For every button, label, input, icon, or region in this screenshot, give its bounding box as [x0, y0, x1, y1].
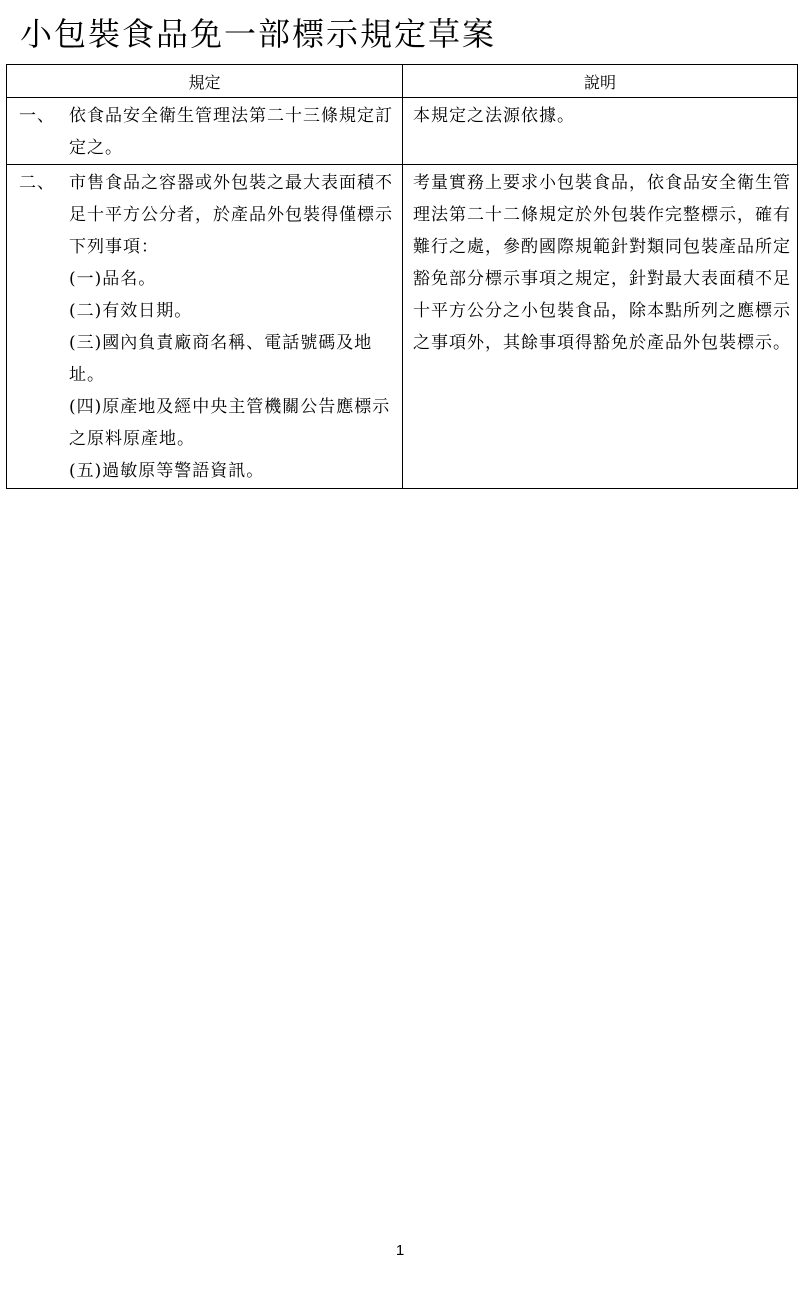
regulation-table: [6, 64, 798, 489]
sub-item: (四)原產地及經中央主管機關公告應標示之原料原產地。: [69, 397, 391, 449]
note-cell: 本規定之法源依據。: [403, 98, 798, 165]
rule-text: 市售食品之容器或外包裝之最大表面積不足十平方公分者，於產品外包裝得僅標示下列事項：: [69, 173, 393, 257]
table-header-row: [7, 65, 798, 98]
sub-item: (五)過敏原等警語資訊。: [69, 461, 265, 481]
table-row: [7, 165, 798, 489]
header-note: 說明: [403, 65, 798, 98]
sub-item: (二)有效日期。: [69, 301, 193, 321]
rule-text: 依食品安全衛生管理法第二十三條規定訂定之。: [69, 106, 393, 158]
item-number: 一、: [19, 106, 55, 126]
sub-item: (三)國內負責廠商名稱、電話號碼及地址。: [69, 333, 373, 385]
rule-cell: [7, 98, 403, 165]
page-number: 1: [395, 1242, 405, 1259]
rule-cell: [7, 165, 403, 489]
header-rule: 規定: [7, 65, 403, 98]
table-row: [7, 98, 798, 165]
item-number: 二、: [19, 173, 55, 193]
sub-item: (一)品名。: [69, 269, 157, 289]
document-title: 小包裝食品免一部標示規定草案: [20, 15, 497, 53]
note-cell: 考量實務上要求小包裝食品，依食品安全衛生管理法第二十二條規定於外包裝作完整標示，確有難行之處，參酌國際規範針對類同包裝產品所定豁免部分標示事項之規定，針對最大表面積不足十平方公分之小包裝食品，除本點所列之應標示之事項外，其餘事項得豁免於產品外包裝標示。: [403, 165, 798, 489]
